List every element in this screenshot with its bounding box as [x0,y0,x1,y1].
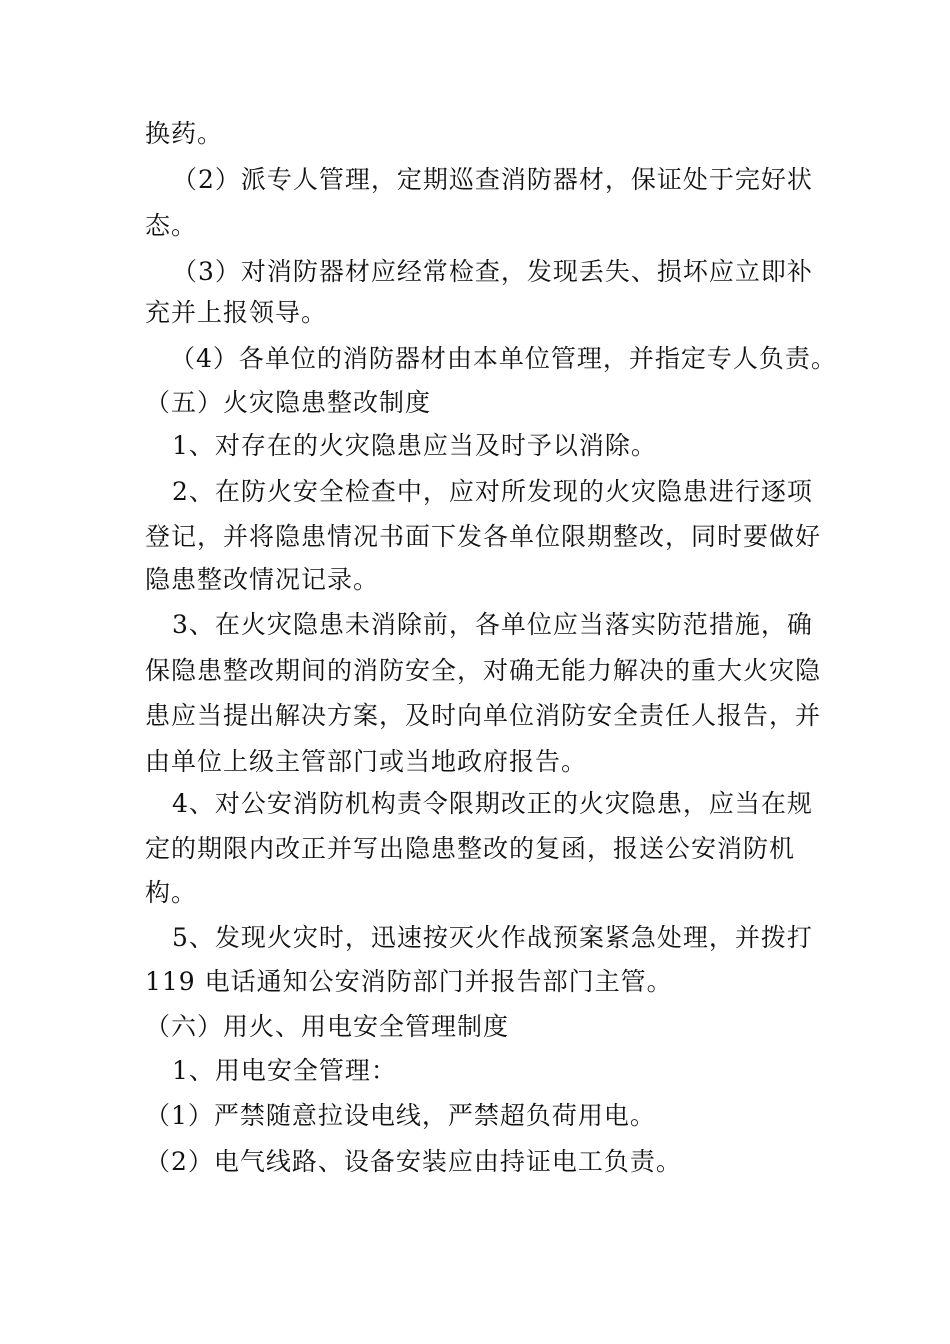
text-line: 5、发现火灾时，迅速按灭火作战预案紧急处理，并拨打 [172,923,813,952]
text-line: 119 电话通知公安消防部门并报告部门主管。 [145,967,673,996]
text-line: 2、在防火安全检查中，应对所发现的火灾隐患进行逐项 [172,477,813,506]
text-line: 构。 [145,878,198,907]
text-line: 1、用电安全管理： [172,1056,397,1085]
text-line: （3）对消防器材应经常检查，发现丢失、损坏应立即补 [172,257,813,286]
text-line: 1、对存在的火灾隐患应当及时予以消除。 [172,431,657,460]
text-line: 隐患整改情况记录。 [145,565,380,594]
section-heading: （六）用火、用电安全管理制度 [145,1012,510,1041]
text-line: 保隐患整改期间的消防安全，对确无能力解决的重大火灾隐 [145,656,822,685]
text-line: 登记，并将隐患情况书面下发各单位限期整改，同时要做好 [145,522,822,551]
section-heading: （五）火灾隐患整改制度 [145,388,432,417]
text-line: 由单位上级主管部门或当地政府报告。 [145,747,588,776]
text-line: 定的期限内改正并写出隐患整改的复函，报送公安消防机 [145,834,796,863]
text-line: 充并上报领导。 [145,298,328,327]
text-line: 换药。 [145,119,224,148]
text-line: 3、在火灾隐患未消除前，各单位应当落实防范措施，确 [172,610,813,639]
text-line: （1）严禁随意拉设电线，严禁超负荷用电。 [145,1101,656,1130]
text-line: （4）各单位的消防器材由本单位管理，并指定专人负责。 [170,344,837,373]
text-line: 患应当提出解决方案，及时向单位消防安全责任人报告，并 [145,701,822,730]
text-line: （2）电气线路、设备安装应由持证电工负责。 [145,1147,682,1176]
text-line: 态。 [145,211,198,240]
text-line: 4、对公安消防机构责令限期改正的火灾隐患，应当在规 [172,789,813,818]
text-line: （2）派专人管理，定期巡查消防器材，保证处于完好状 [172,165,813,194]
